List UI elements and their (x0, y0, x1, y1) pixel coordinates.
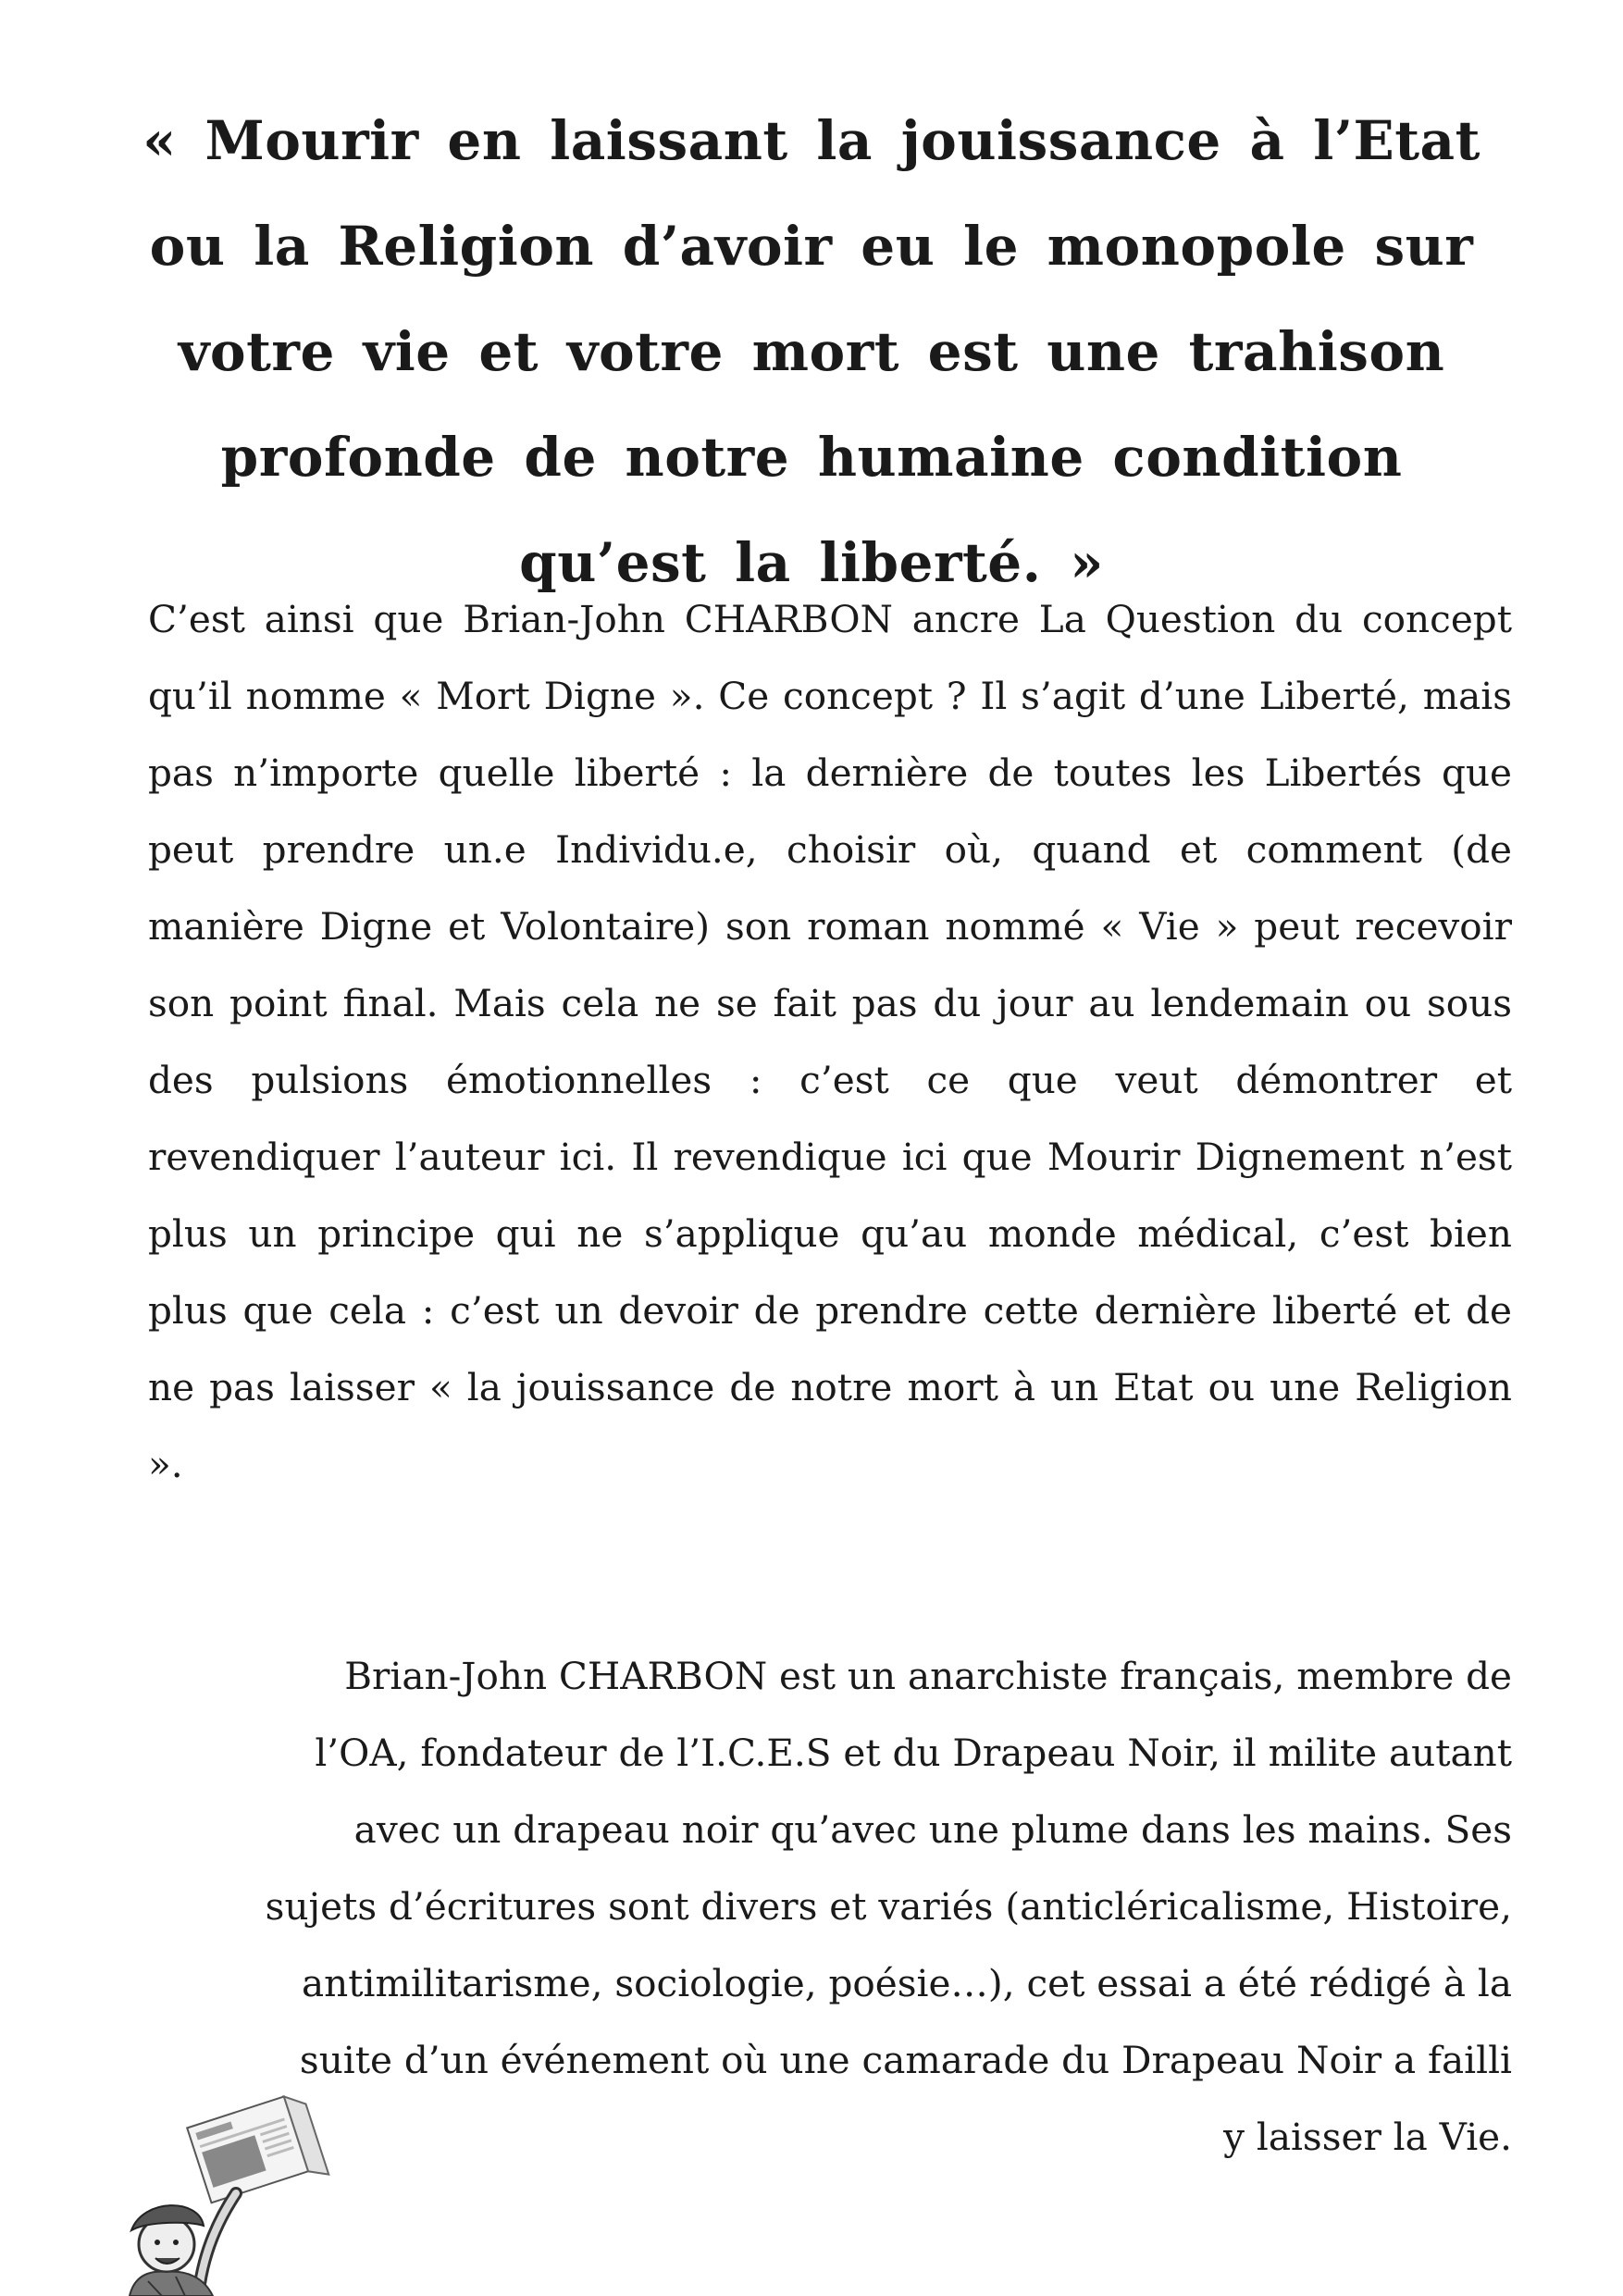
bio-line: avec un drapeau noir qu’avec une plume dans les mains. Ses (353, 1807, 1512, 1852)
bio-line: suite d’un événement où une camarade du Drapeau Noir a failli (299, 2038, 1512, 2082)
bio-line: y laisser la Vie. (1223, 2115, 1512, 2159)
newspaper-boy-drawing-icon (111, 2091, 389, 2296)
bio-line: l’OA, fondateur de l’I.C.E.S et du Drapeau Noir, il milite autant (315, 1731, 1512, 1775)
bio-line: Brian-John CHARBON est un anarchiste français, membre de (344, 1654, 1512, 1698)
bio-line: sujets d’écritures sont divers et variés (anticléricalisme, Histoire, (265, 1884, 1512, 1929)
epigraph-quote: « Mourir en laissant la jouissance à l’Etat ou la Religion d’avoir eu le monopole sur votre vie et votre mort est une trahison profonde de notre humaine condition qu’est la liberté. » (142, 109, 1481, 594)
bio-line: antimilitarisme, sociologie, poésie…), cet essai a été rédigé à la (301, 1961, 1512, 2005)
main-paragraph: C’est ainsi que Brian-John CHARBON ancre La Question du concept qu’il nomme « Mort Digne ». Ce concept ? Il s’agit d’une Liberté, mais pas n’importe quelle liberté : la dernière de toutes les Libertés que peut prendre un.e Individu.e, choisir où, quand et comment (de manière Digne et Volontaire) son roman nommé « Vie » peut recevoir son point final. Mais cela ne se fait pas du jour au lendemain ou sous des pulsions émotionnelles : c’est ce que veut démontrer et revendiquer l’auteur ici. Il revendique ici que Mourir Dignement n’est plus un principe qui ne s’applique qu’au monde médical, c’est bien plus que cela : c’est un devoir de prendre cette dernière liberté et de ne pas laisser « la jouissance de notre mort à un Etat ou une Religion ». (148, 597, 1512, 1486)
